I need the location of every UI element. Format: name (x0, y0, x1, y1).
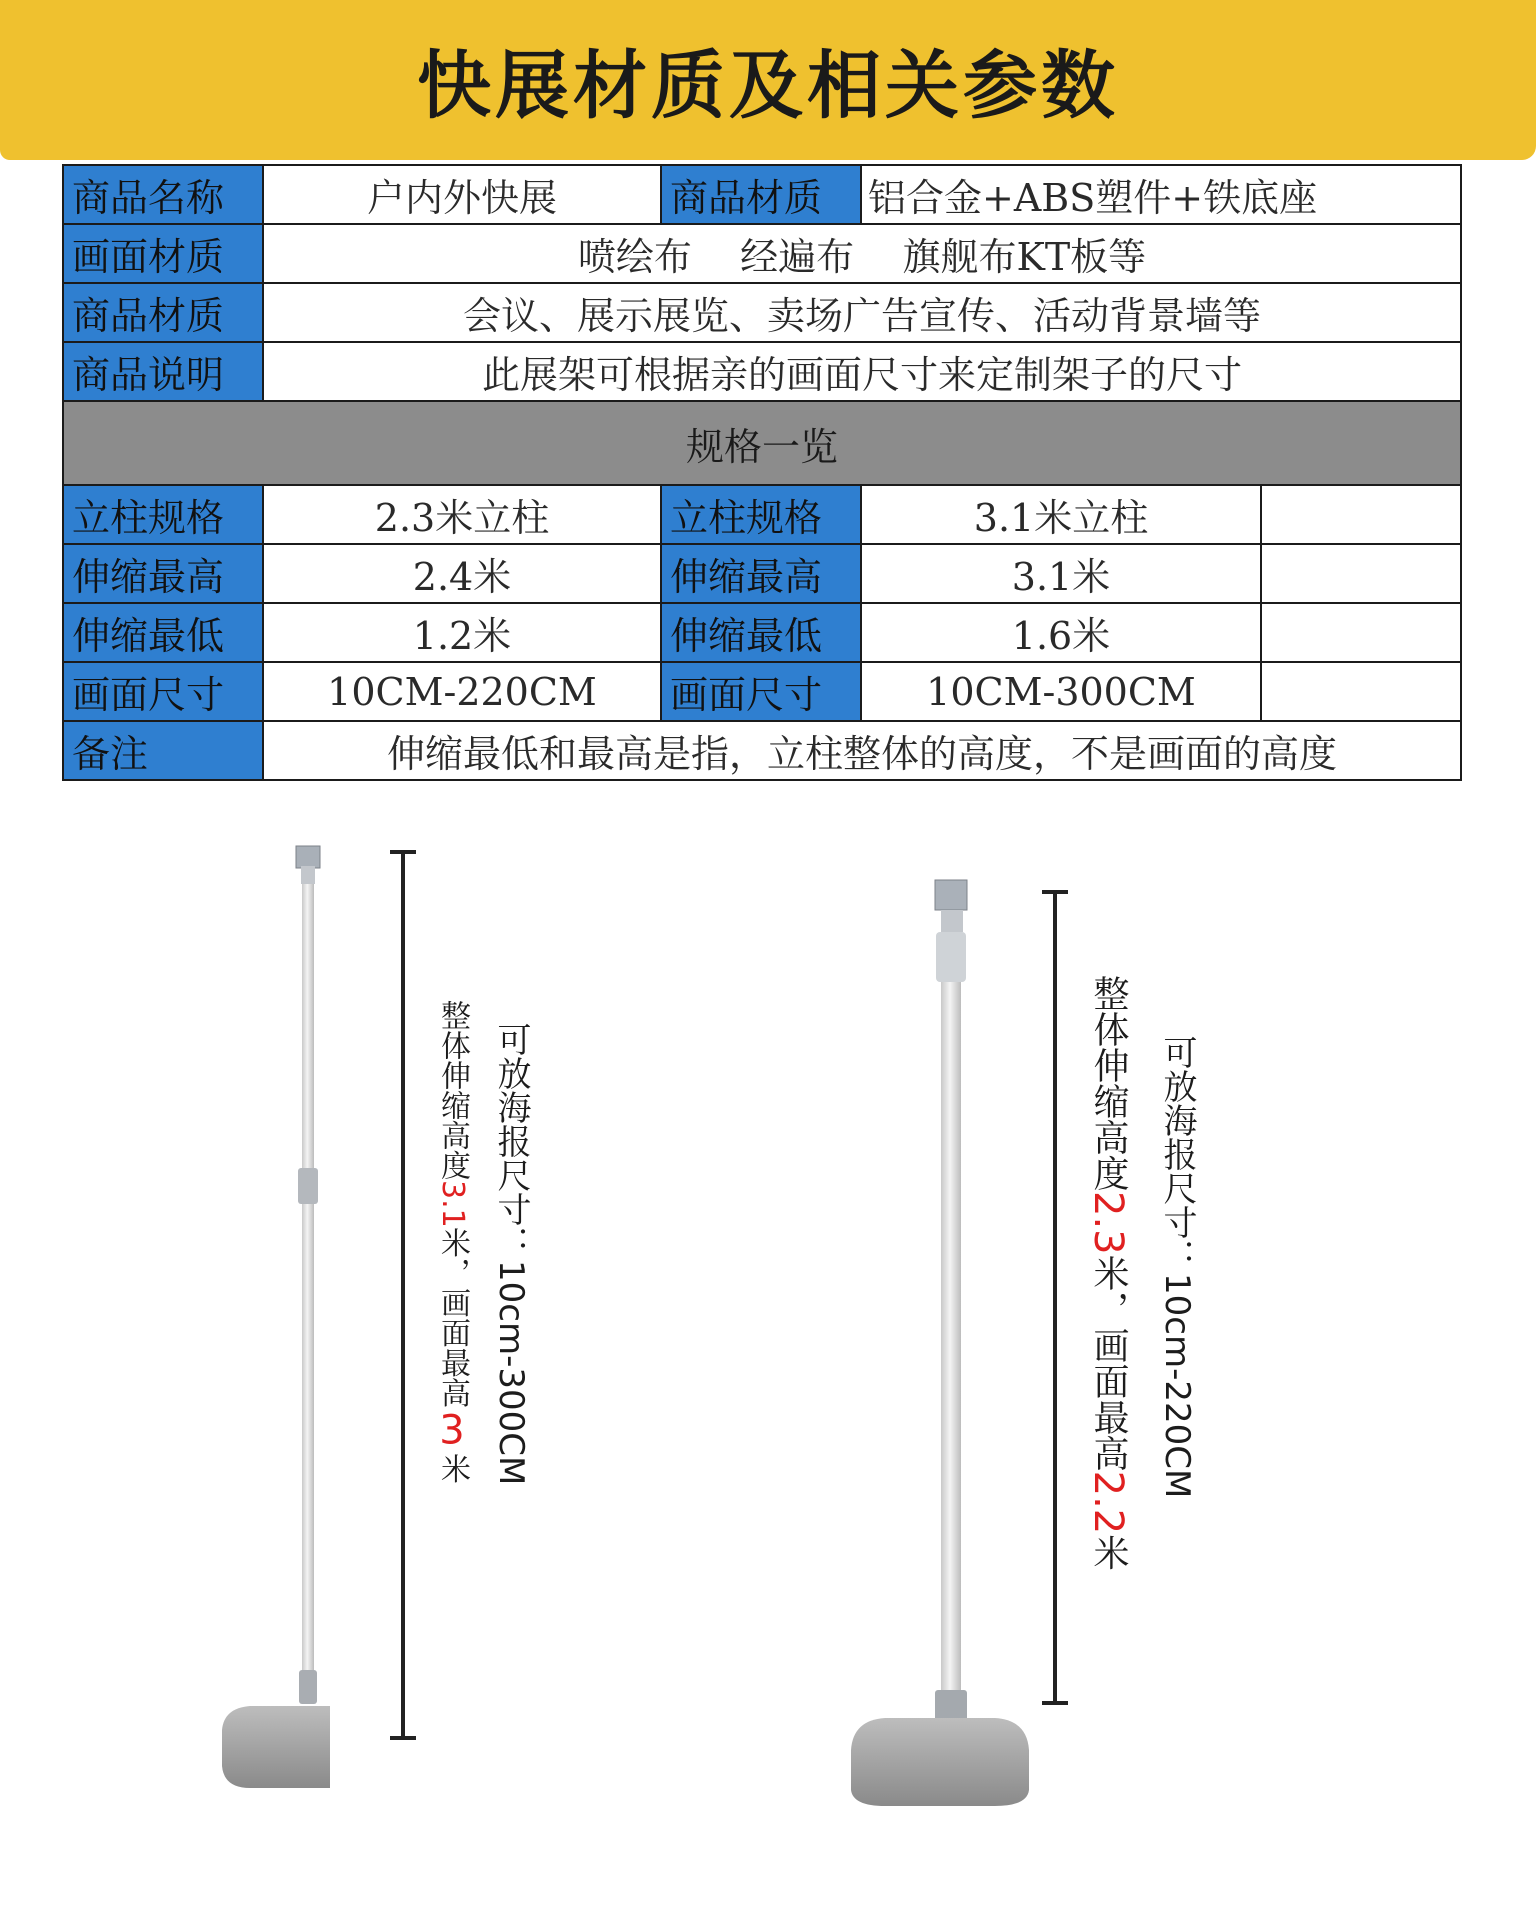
cell-label: 伸缩最低 (661, 603, 861, 662)
cell-value: 铝合金+ABS塑件+铁底座 (861, 165, 1461, 224)
cell-label: 立柱规格 (661, 485, 861, 544)
empty-cell (1261, 544, 1461, 603)
title-banner (0, 0, 1536, 160)
cell-label: 画面材质 (63, 224, 263, 283)
table-row (63, 283, 1461, 342)
cell-label: 商品材质 (661, 165, 861, 224)
empty-cell (1261, 662, 1461, 721)
cell-value: 1.2米 (263, 603, 661, 662)
cell-label: 商品材质 (63, 283, 263, 342)
right-poster-text: 可放海报尺寸：10cm-220CM (1157, 1035, 1197, 1499)
cell-label: 画面尺寸 (661, 662, 861, 721)
cell-label: 商品名称 (63, 165, 263, 224)
cell-value: 2.3米立柱 (263, 485, 661, 544)
table-section-row (63, 401, 1461, 485)
table-row (63, 603, 1461, 662)
cell-value: 10CM-300CM (861, 662, 1261, 721)
table-row (63, 544, 1461, 603)
cell-label: 立柱规格 (63, 485, 263, 544)
right-stand-image (845, 870, 1035, 1810)
cell-value: 会议、展示展览、卖场广告宣传、活动背景墙等 (263, 283, 1461, 342)
left-dimension-line (388, 850, 418, 1740)
table-row (63, 224, 1461, 283)
cell-label: 画面尺寸 (63, 662, 263, 721)
empty-cell (1261, 485, 1461, 544)
page-title: 快展材质及相关参数 (417, 43, 1119, 129)
table-row (63, 165, 1461, 224)
cell-value: 1.6米 (861, 603, 1261, 662)
cell-label: 伸缩最高 (63, 544, 263, 603)
cell-label: 备注 (63, 721, 263, 780)
right-height-text: 整体伸缩高度2.3米，画面最高2.2米 (1085, 975, 1131, 1571)
empty-cell (1261, 603, 1461, 662)
cell-value: 此展架可根据亲的画面尺寸来定制架子的尺寸 (263, 342, 1461, 401)
cell-value: 伸缩最低和最高是指，立柱整体的高度，不是画面的高度 (263, 721, 1461, 780)
cell-value: 2.4米 (263, 544, 661, 603)
section-title: 规格一览 (63, 401, 1461, 485)
left-height-text: 整体伸缩高度3.1米，画面最高3米 (429, 1000, 475, 1484)
right-dimension-line (1040, 890, 1070, 1705)
table-row (63, 485, 1461, 544)
spec-table (62, 164, 1462, 781)
left-poster-text: 可放海报尺寸：10cm-300CM (491, 1022, 531, 1486)
cell-value: 3.1米立柱 (861, 485, 1261, 544)
table-row (63, 662, 1461, 721)
cell-value: 户内外快展 (263, 165, 661, 224)
table-row (63, 721, 1461, 780)
cell-label: 商品说明 (63, 342, 263, 401)
left-stand-image (220, 830, 330, 1850)
cell-value: 3.1米 (861, 544, 1261, 603)
cell-value: 10CM-220CM (263, 662, 661, 721)
cell-label: 伸缩最高 (661, 544, 861, 603)
table-row (63, 342, 1461, 401)
cell-value: 喷绘布 经遍布 旗舰布KT板等 (263, 224, 1461, 283)
cell-label: 伸缩最低 (63, 603, 263, 662)
